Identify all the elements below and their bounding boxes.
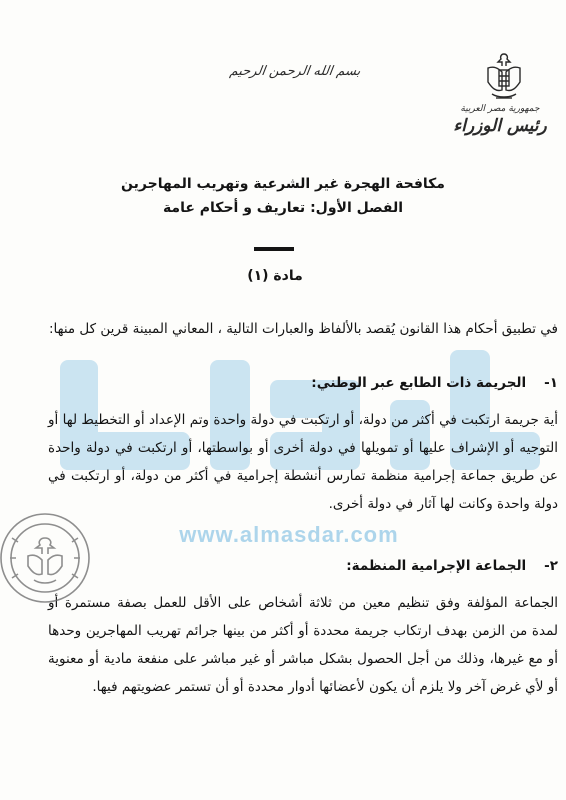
watermark-url: www.almasdar.com — [179, 522, 399, 547]
official-stamp-icon — [0, 508, 100, 608]
definition-2-heading — [48, 552, 558, 580]
republic-name: جمهورية مصر العربية — [460, 104, 540, 114]
definition-2-title: الجماعة الإجرامية المنظمة: — [346, 558, 527, 574]
eagle-emblem-icon — [484, 50, 524, 102]
divider-line — [254, 247, 294, 251]
office-name: رئيس الوزراء — [453, 116, 547, 136]
intro-paragraph: في تطبيق أحكام هذا القانون يُقصد بالألفاظ والعبارات التالية ، المعاني المبينة قرين كل منها: — [48, 321, 558, 337]
definition-1-number: ١- — [544, 375, 558, 391]
article-heading: مادة (١) — [247, 268, 303, 284]
chapter-title: الفصل الأول: تعاريف و أحكام عامة — [162, 200, 404, 216]
definition-2-body: الجماعة المؤلفة وفق تنظيم معين من ثلاثة أشخاص على الأقل للعمل بصفة مستمرة أو لمدة من الزمن بهدف ارتكاب جريمة محددة أو أكثر من بينها جرائم تهريب المهاجرين وحدها أو مع غيرها، وذلك من أجل الحصول بشكل مباشر أو غير مباشر على منفعة مادية أو معنوية أو لأي غرض آخر ولا يلزم أن يكون لأعضائها أدوار محددة أو أن تستمر عضويتهم فيها. — [48, 595, 558, 695]
law-title: مكافحة الهجرة غير الشرعية وتهريب المهاجرين — [121, 176, 445, 192]
definition-1-title: الجريمة ذات الطابع عبر الوطني: — [311, 375, 527, 391]
definition-1-heading — [48, 369, 558, 397]
definition-2-number: ٢- — [544, 558, 558, 574]
definition-1-body: أية جريمة ارتكبت في أكثر من دولة، أو ارتكبت في دولة واحدة وتم الإعداد أو التخطيط لها أو التوجيه أو الإشراف عليها أو تمويلها في دولة أخرى أو بواسطتها، أو ارتكبت في دولة واحدة عن طريق جماعة إجرامية منظمة تمارس أنشطة إجرامية في أكثر من دولة، أو ارتكبت في دولة واحدة وكانت لها آثار في دولة أخرى. — [48, 412, 558, 512]
basmala: بسم الله الرحمن الرحيم — [228, 64, 362, 79]
letterhead — [446, 104, 554, 136]
